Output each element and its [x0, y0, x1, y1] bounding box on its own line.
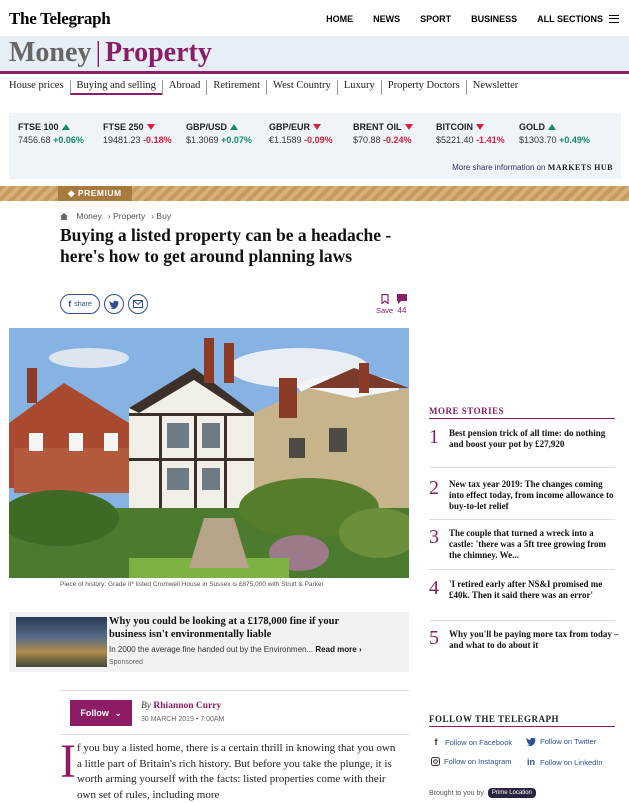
section-header: [0, 36, 629, 74]
story-title[interactable]: New tax year 2019: The changes coming into effect today, from income allowance to buy-to-let relief: [449, 479, 614, 511]
sponsored-thumbnail[interactable]: [16, 617, 107, 667]
comments-button[interactable]: [397, 294, 407, 315]
follow-twitter-label: Follow on Twitter: [540, 737, 597, 746]
subnav-property-doctors[interactable]: Property Doctors: [381, 80, 466, 95]
market-change: -0.18%: [143, 135, 172, 145]
markets-hub-label: MARKETS HUB: [547, 163, 613, 172]
story-number: 1: [429, 426, 439, 448]
markets-hub-link[interactable]: [452, 163, 613, 172]
follow-twitter-link[interactable]: [526, 737, 596, 746]
breadcrumb-money[interactable]: Money: [76, 211, 102, 221]
follow-author-button[interactable]: [70, 700, 132, 726]
follow-facebook-label: Follow on Facebook: [445, 737, 513, 747]
publish-date: 30 MARCH 2019 • 7:00AM: [141, 716, 225, 723]
arrow-down-icon: [147, 124, 155, 130]
bookmark-icon: [381, 294, 389, 304]
section-money: Money: [9, 37, 92, 68]
market-value: 19481.23: [103, 135, 141, 145]
market-item[interactable]: [18, 122, 84, 145]
premium-band: [0, 186, 629, 201]
top-nav: [306, 14, 619, 24]
brought-to-you-by: [429, 788, 536, 798]
sponsored-title[interactable]: Why you could be looking at a £178,000 fine if your business isn't environmentally liable: [109, 616, 339, 640]
market-value: 7456.68: [18, 135, 51, 145]
nav-all-sections-label: ALL SECTIONS: [537, 14, 603, 24]
market-name: FTSE 250: [103, 122, 144, 132]
save-button[interactable]: [376, 294, 393, 315]
story-title[interactable]: Why you'll be paying more tax from today – and what to do about it: [449, 629, 619, 650]
market-name: GBP/USD: [186, 122, 228, 132]
drop-cap: I: [60, 735, 76, 788]
email-share-button[interactable]: [128, 294, 148, 314]
brought-label: Brought to you by: [429, 789, 484, 797]
house-photo: [9, 328, 409, 578]
market-name: BITCOIN: [436, 122, 473, 132]
arrow-down-icon: [313, 124, 321, 130]
subnav-buying-and-selling[interactable]: Buying and selling: [70, 80, 162, 95]
story-number: 4: [429, 577, 439, 599]
byline: [141, 701, 221, 711]
subnav-abroad[interactable]: Abroad: [162, 80, 207, 95]
follow-facebook-link[interactable]: [431, 737, 512, 747]
market-item[interactable]: [436, 122, 505, 145]
facebook-icon: f: [68, 299, 72, 309]
instagram-icon: [431, 757, 440, 766]
market-value: $1303.70: [519, 135, 557, 145]
top-bar: [0, 0, 629, 36]
nav-news[interactable]: NEWS: [373, 14, 401, 24]
subnav-newsletter[interactable]: Newsletter: [466, 80, 524, 95]
property-subnav: [9, 80, 524, 95]
chevron-down-icon: ⌄: [114, 708, 122, 718]
market-value: $1.3069: [186, 135, 219, 145]
premium-badge: ◆ PREMIUM: [58, 186, 132, 201]
arrow-up-icon: [230, 124, 238, 130]
twitter-icon: [526, 737, 536, 746]
story-title[interactable]: 'I retired early after NS&I promised me £40k. Then it said there was an error': [449, 579, 603, 600]
follow-label: Follow: [80, 708, 109, 718]
arrow-up-icon: [62, 124, 70, 130]
divider: [429, 519, 615, 520]
follow-telegraph-title: FOLLOW THE TELEGRAPH: [429, 714, 560, 724]
nav-sport[interactable]: SPORT: [420, 14, 452, 24]
market-change: +0.06%: [53, 135, 84, 145]
market-item[interactable]: [103, 122, 172, 145]
sponsored-block[interactable]: [9, 612, 409, 672]
more-stories-title: MORE STORIES: [429, 406, 505, 416]
arrow-down-icon: [405, 124, 413, 130]
read-more-link[interactable]: Read more ›: [315, 645, 362, 654]
divider: [429, 726, 615, 727]
image-caption: Piece of history: Grade II* listed Cromwell House in Sussex is £875,000 with Strutt & Parker: [60, 581, 324, 588]
market-item[interactable]: [353, 122, 413, 145]
story-number: 2: [429, 477, 439, 499]
follow-linkedin-label: Follow on LinkedIn: [540, 757, 603, 767]
hamburger-icon: [609, 15, 619, 23]
share-bar: [60, 294, 148, 314]
divider: [429, 418, 615, 419]
market-change: -1.41%: [476, 135, 505, 145]
story-number: 5: [429, 627, 439, 649]
story-title[interactable]: The couple that turned a wreck into a castle: 'there was a 5ft tree growing from the chimney. We...: [449, 528, 607, 560]
markets-ticker: [9, 113, 621, 179]
arrow-up-icon: [548, 124, 556, 130]
comment-icon: [397, 294, 407, 304]
twitter-share-button[interactable]: [104, 294, 124, 314]
market-value: €1.1589: [269, 135, 302, 145]
hero-image: [9, 328, 409, 578]
sponsor-logo[interactable]: Prime Location: [488, 788, 536, 798]
premium-label: PREMIUM: [77, 188, 122, 198]
arrow-down-icon: [476, 124, 484, 130]
market-name: GOLD: [519, 122, 545, 132]
divider: [429, 569, 615, 570]
divider: [60, 734, 409, 735]
market-change: -0.09%: [304, 135, 333, 145]
facebook-icon: f: [434, 737, 438, 747]
nav-home[interactable]: HOME: [326, 14, 354, 24]
market-item[interactable]: [519, 122, 590, 145]
market-change: -0.24%: [383, 135, 412, 145]
nav-all-sections[interactable]: [537, 14, 619, 24]
by-prefix: By: [141, 701, 152, 711]
article-headline: Buying a listed property can be a headache - here's how to get around planning laws: [60, 225, 392, 266]
sponsored-label: Sponsored: [109, 659, 143, 666]
section-title[interactable]: [9, 37, 212, 69]
facebook-share-button[interactable]: [60, 294, 100, 314]
subnav-west-country[interactable]: West Country: [266, 80, 337, 95]
market-name: FTSE 100: [18, 122, 59, 132]
story-title[interactable]: Best pension trick of all time: do nothing and boost your pot by £27,920: [449, 428, 606, 449]
breadcrumb-property[interactable]: Property: [113, 211, 146, 221]
twitter-icon: [109, 300, 119, 309]
follow-linkedin-link[interactable]: [526, 757, 603, 767]
email-icon: [133, 300, 143, 308]
market-change: +0.07%: [221, 135, 252, 145]
subnav-house-prices[interactable]: House prices: [9, 80, 64, 91]
section-property: Property: [105, 37, 212, 68]
breadcrumb: Money › Property › Buy: [60, 211, 177, 221]
share-label: share: [74, 300, 92, 308]
nav-business[interactable]: BUSINESS: [471, 14, 518, 24]
subnav-retirement[interactable]: Retirement: [206, 80, 266, 95]
market-name: BRENT OIL: [353, 122, 402, 132]
home-icon[interactable]: [60, 213, 68, 220]
follow-instagram-label: Follow on Instagram: [444, 757, 512, 766]
market-value: $70.88: [353, 135, 381, 145]
save-label: Save: [376, 306, 394, 315]
market-item[interactable]: [269, 122, 333, 145]
follow-instagram-link[interactable]: [431, 757, 512, 766]
linkedin-icon: in: [527, 757, 535, 767]
market-value: $5221.40: [436, 135, 474, 145]
markets-more-text: More share information on: [452, 163, 546, 172]
comment-count: 44: [397, 306, 407, 315]
market-change: +0.49%: [559, 135, 590, 145]
author-link[interactable]: Rhiannon Curry: [153, 701, 222, 711]
telegraph-logo[interactable]: The Telegraph: [9, 9, 111, 28]
sponsored-description: [109, 645, 362, 654]
section-divider: |: [95, 37, 102, 68]
subnav-luxury[interactable]: Luxury: [337, 80, 381, 95]
divider: [60, 690, 409, 691]
story-number: 3: [429, 526, 439, 548]
market-name: GBP/EUR: [269, 122, 311, 132]
divider: [429, 467, 615, 468]
market-item[interactable]: [186, 122, 252, 145]
breadcrumb-buy[interactable]: Buy: [156, 211, 172, 221]
divider: [429, 620, 615, 621]
sponsored-desc-text: In 2000 the average fine handed out by the Environmen...: [109, 645, 314, 654]
article-body: f you buy a listed home, there is a certain thrill in knowing that you own a little part of Britain's rich history. But before you take the plunge, it is worth arming yourself with the facts: listed properties come with their own set of rules, including more: [77, 742, 396, 801]
